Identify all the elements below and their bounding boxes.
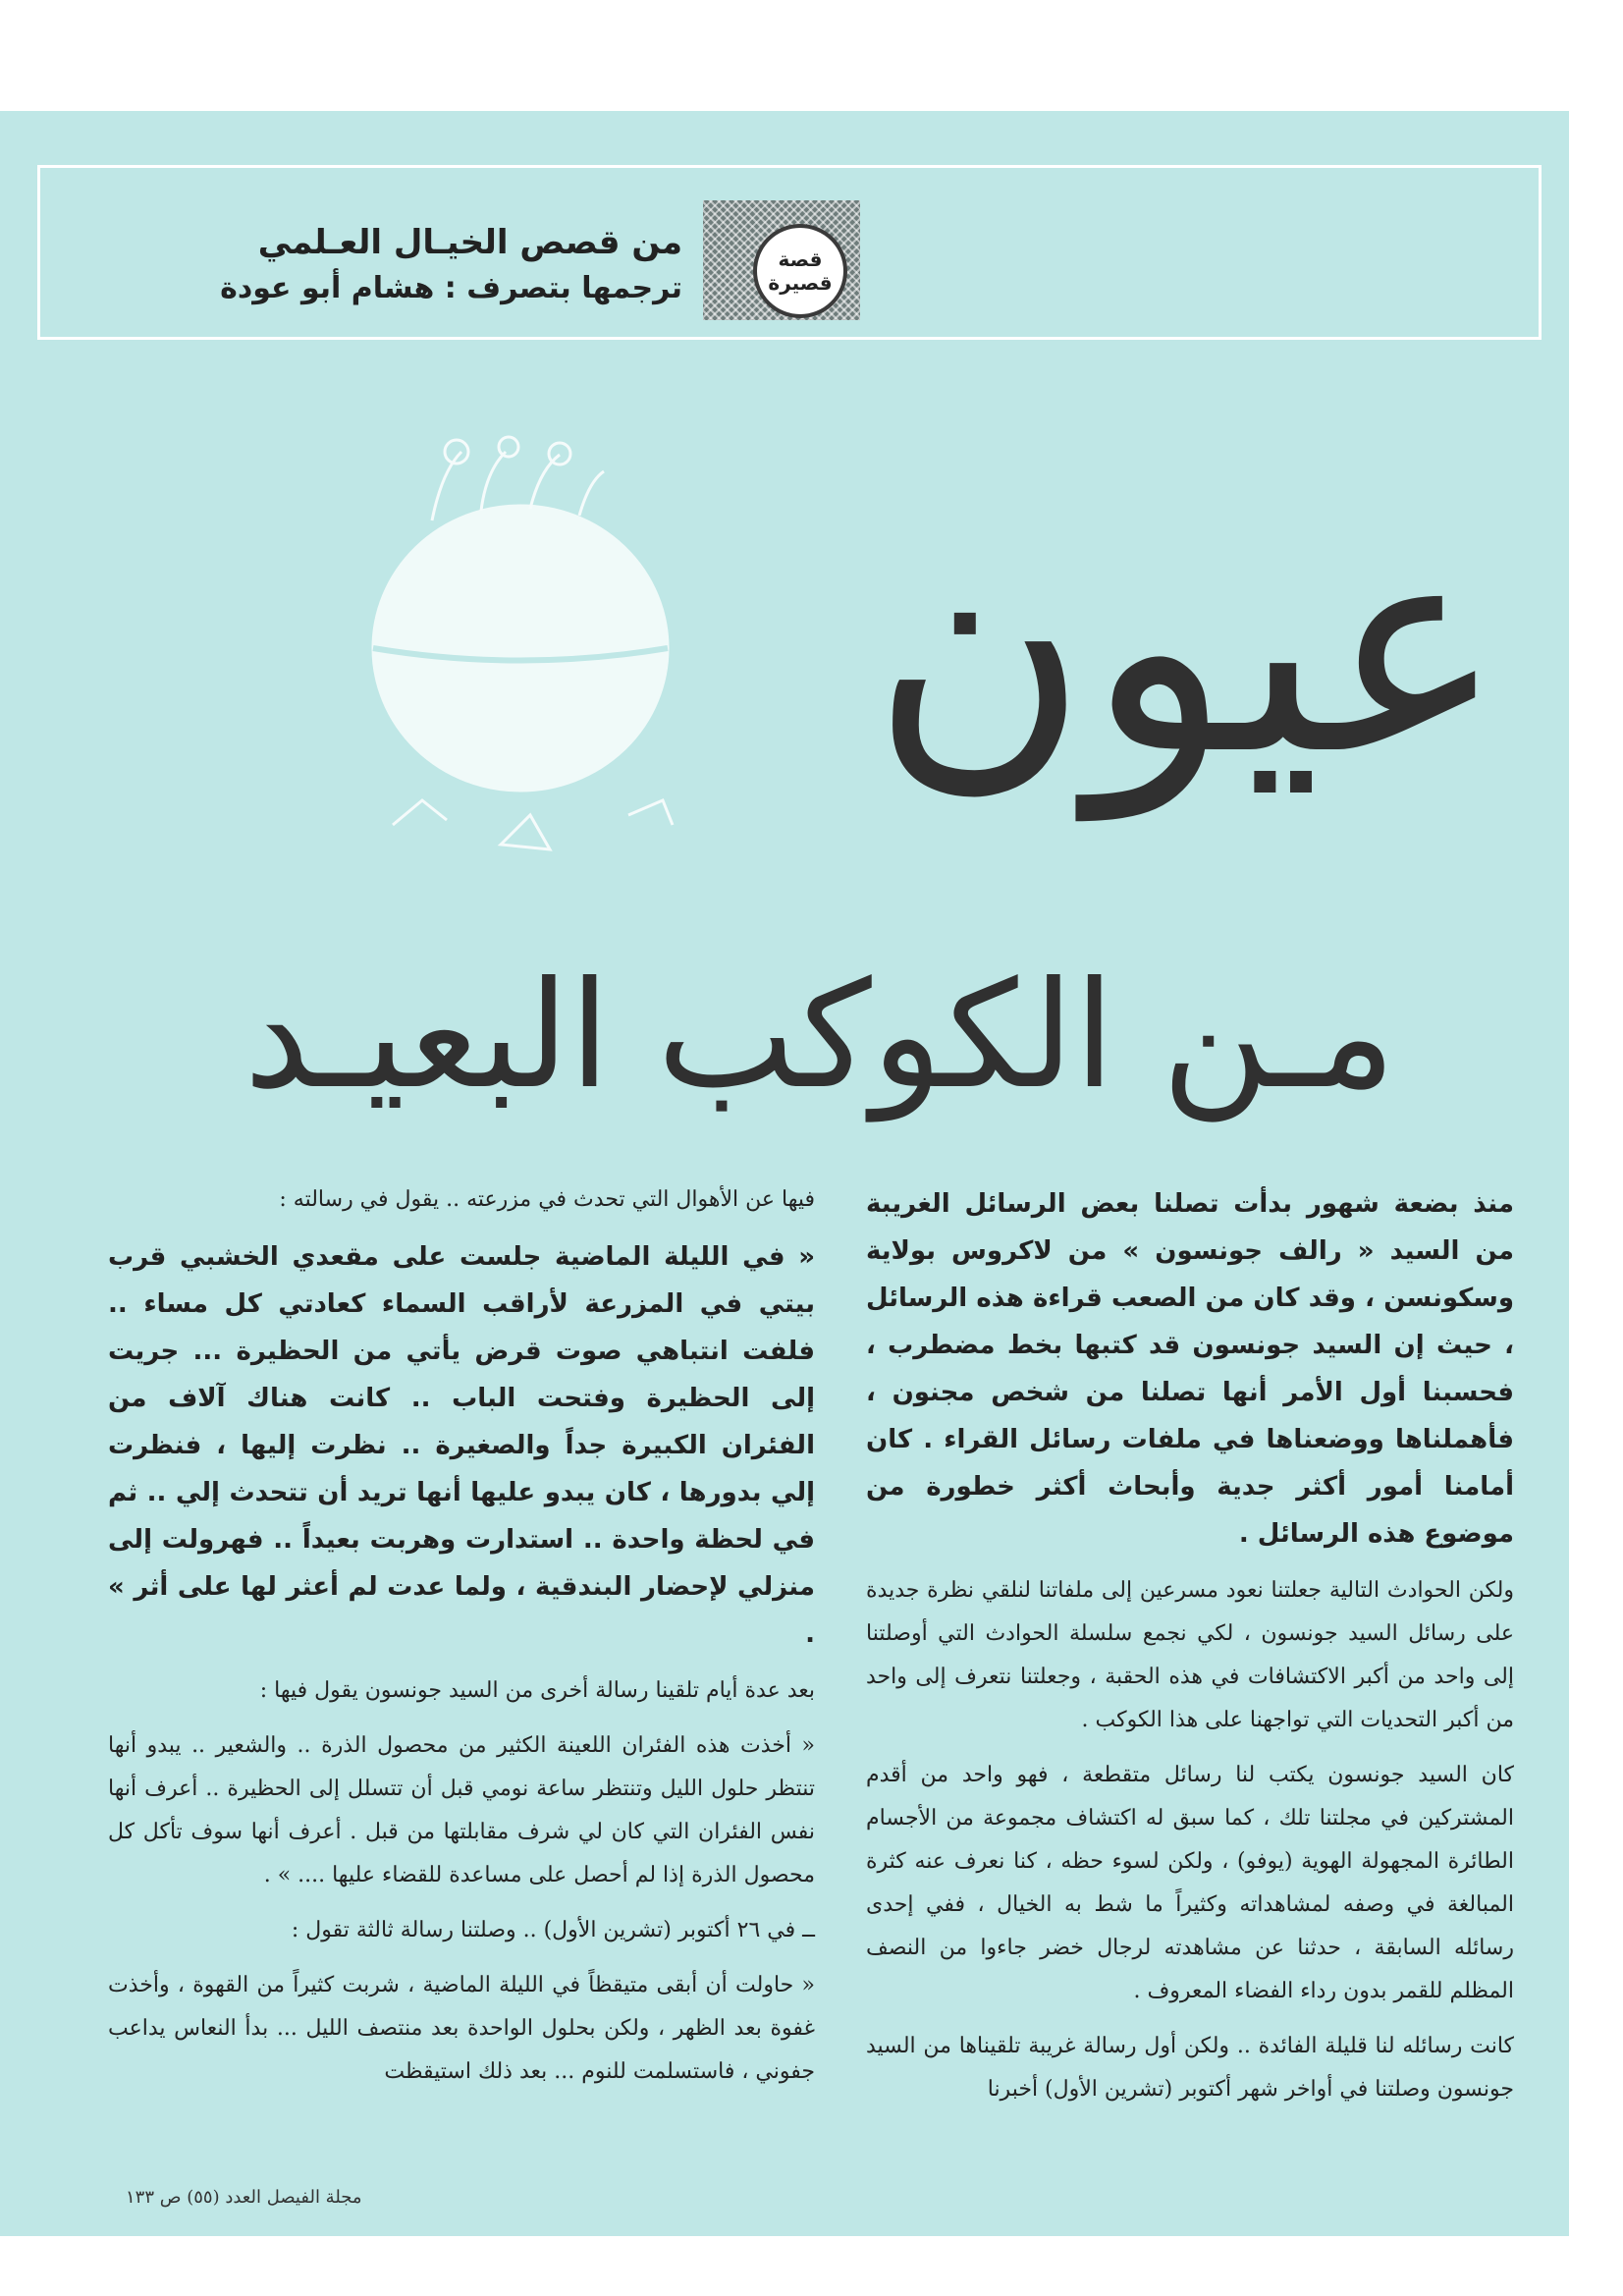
story-subtitle: مـن الكوكب البعيـد bbox=[243, 951, 1396, 1121]
story-title: عيون bbox=[871, 476, 1505, 819]
translator-credit: ترجمها بتصرف : هشام أبو عودة bbox=[220, 271, 682, 305]
article-paragraph: كانت رسائله لنا قليلة الفائدة .. ولكن أول رسالة غريبة تلقيناها من السيد جونسون وصلتنا في أواخر شهر أكتوبر (تشرين الأول) أخبرنا bbox=[866, 2034, 1514, 2102]
article-column-right bbox=[866, 1180, 1514, 2123]
planet-illustration bbox=[285, 403, 795, 913]
letter-quote: « في الليلة الماضية جلست على مقعدي الخشبي قرب بيتي في المزرعة لأراقب السماء كعادتي كل مساء .. فلفت انتباهي صوت قرض يأتي من الحظيرة ... جريت إلى الحظيرة وفتحت الباب .. كانت هناك آلاف من الفئران الكبيرة جداً والصغيرة .. نظرت إليها ، فنظرت إلي بدورها ، كان يبدو عليها أنها تريد أن تتحدث إلي .. ثم في لحظة واحدة .. استدارت وهربت بعيداً .. فهرولت إلى منزلي لإحضار البندقية ، ولما عدت لم أعثر لها على أثر » . bbox=[108, 1242, 815, 1649]
intro-paragraph: منذ بضعة شهور بدأت تصلنا بعض الرسائل الغريبة من السيد « رالف جونسون » من لاكروس بولاية وسكونسن ، وقد كان من الصعب قراءة هذه الرسائل ، حيث إن السيد جونسون قد كتبها بخط مضطرب ، فحسبنا أول الأمر أنها تصلنا من شخص مجنون ، فأهملناها ووضعناها في ملفات رسائل القراء . كان أمامنا أمور أكثر جدية وأبحاث أكثر خطورة من موضوع هذه الرسائل . bbox=[866, 1189, 1514, 1549]
short-story-badge bbox=[753, 224, 847, 318]
page-footer: مجلة الفيصل العدد (٥٥) ص ١٣٣ bbox=[126, 2187, 362, 2208]
article-paragraph: ــ في ٢٦ أكتوبر (تشرين الأول) .. وصلتنا رسالة ثالثة تقول : bbox=[291, 1918, 815, 1942]
article-column-left bbox=[108, 1178, 815, 2105]
badge-line-1: قصة bbox=[778, 247, 823, 271]
letter-quote: « حاولت أن أبقى متيقظاً في الليلة الماضية ، شربت كثيراً من القهوة ، وأخذت غفوة بعد الظهر ، ولكن بحلول الواحدة بعد منتصف الليل ... بدأ النعاس يداعب جفوني ، فاستسلمت للنوم ... بعد ذلك استيقظت bbox=[108, 1973, 815, 2084]
article-paragraph: فيها عن الأهوال التي تحدث في مزرعته .. يقول في رسالته : bbox=[279, 1187, 815, 1212]
letter-quote: « أخذت هذه الفئران اللعينة الكثير من محصول الذرة .. والشعير .. يبدو أنها تنتظر حلول الليل وتنتظر ساعة نومي قبل أن تتسلل إلى الحظيرة .. أعرف أنها نفس الفئران التي كان لي شرف مقابلتها من قبل . أعرف أنها سوف تأكل كل محصول الذرة إذا لم أحصل على مساعدة للقضاء عليها .... » . bbox=[108, 1733, 815, 1887]
article-paragraph: ولكن الحوادث التالية جعلتنا نعود مسرعين إلى ملفاتنا لنلقي نظرة جديدة على رسائل السيد جونسون ، لكي نجمع سلسلة الحوادث التي أوصلتنا إلى واحد من أكبر الاكتشافات في هذه الحقبة ، وجعلتنا نتعرف إلى واحد من أكبر التحديات التي تواجهنا على هذا الكوكب . bbox=[866, 1578, 1514, 1732]
series-name: من قصص الخيـال العـلمي bbox=[257, 223, 682, 262]
badge-line-2: قصيرة bbox=[768, 271, 833, 295]
series-credit bbox=[167, 218, 682, 310]
article-paragraph: بعد عدة أيام تلقينا رسالة أخرى من السيد جونسون يقول فيها : bbox=[259, 1678, 815, 1703]
article-paragraph: كان السيد جونسون يكتب لنا رسائل متقطعة ، فهو واحد من أقدم المشتركين في مجلتنا تلك ، كما سبق له اكتشاف مجموعة من الأجسام الطائرة المجهولة الهوية (يوفو) ، ولكن لسوء حظه ، كنا نعرف عنه كثرة المبالغة في وصفه لمشاهداته وكثيراً ما شط به الخيال ، ففي إحدى رسائله السابقة ، حدثنا عن مشاهدته لرجال خضر جاءوا من النصف المظلم للقمر بدون رداء الفضاء المعروف . bbox=[866, 1763, 1514, 2003]
